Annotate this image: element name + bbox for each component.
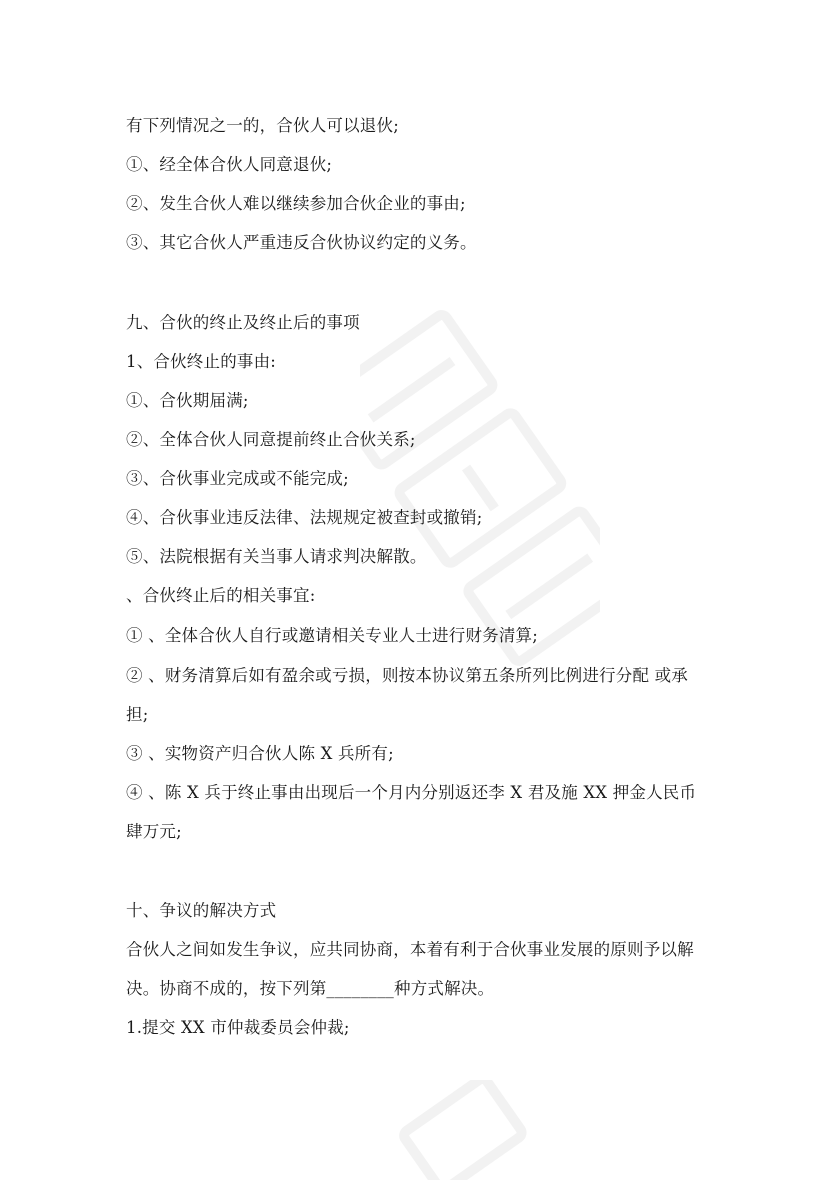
section-heading: 九、合伙的终止及终止后的事项 bbox=[126, 313, 360, 332]
text-line: 决。协商不成的，按下列第________种方式解决。 bbox=[126, 979, 495, 998]
section-heading: 十、争议的解决方式 bbox=[126, 901, 277, 920]
text-line: ② 、财务清算后如有盈余或亏损，则按本协议第五条所列比例进行分配 或承 bbox=[126, 666, 688, 685]
text-line: 有下列情况之一的，合伙人可以退伙; bbox=[126, 116, 399, 135]
text-line: ① 、全体合伙人自行或邀请相关专业人士进行财务清算; bbox=[126, 626, 539, 645]
text-line: ③、合伙事业完成或不能完成; bbox=[126, 469, 349, 488]
text-line: 1.提交 XX 市仲裁委员会仲裁; bbox=[126, 1018, 350, 1037]
watermark-fragment-icon bbox=[380, 1080, 540, 1180]
text-line: ④ 、陈 X 兵于终止事由出现后一个月内分别返还李 X 君及施 XX 押金人民币 bbox=[126, 783, 697, 802]
text-line: ③ 、实物资产归合伙人陈 X 兵所有; bbox=[126, 744, 394, 763]
text-line: ③、其它合伙人严重违反合伙协议约定的义务。 bbox=[126, 233, 477, 252]
text-line: ②、全体合伙人同意提前终止合伙关系; bbox=[126, 430, 416, 449]
text-line: 、合伙终止后的相关事宜: bbox=[126, 586, 316, 605]
text-line: ①、经全体合伙人同意退伙; bbox=[126, 155, 333, 174]
text-line: 担; bbox=[126, 705, 149, 724]
watermark-logo-icon bbox=[360, 260, 600, 680]
text-line: ②、发生合伙人难以继续参加合伙企业的事由; bbox=[126, 194, 466, 213]
text-line: ④、合伙事业违反法律、法规规定被查封或撤销; bbox=[126, 508, 483, 527]
text-line: 1、合伙终止的事由: bbox=[126, 352, 277, 371]
text-line: 合伙人之间如发生争议，应共同协商，本着有利于合伙事业发展的原则予以解 bbox=[126, 940, 694, 959]
text-line: 肆万元; bbox=[126, 822, 182, 841]
text-line: ①、合伙期届满; bbox=[126, 391, 249, 410]
text-line: ⑤、法院根据有关当事人请求判决解散。 bbox=[126, 547, 427, 566]
